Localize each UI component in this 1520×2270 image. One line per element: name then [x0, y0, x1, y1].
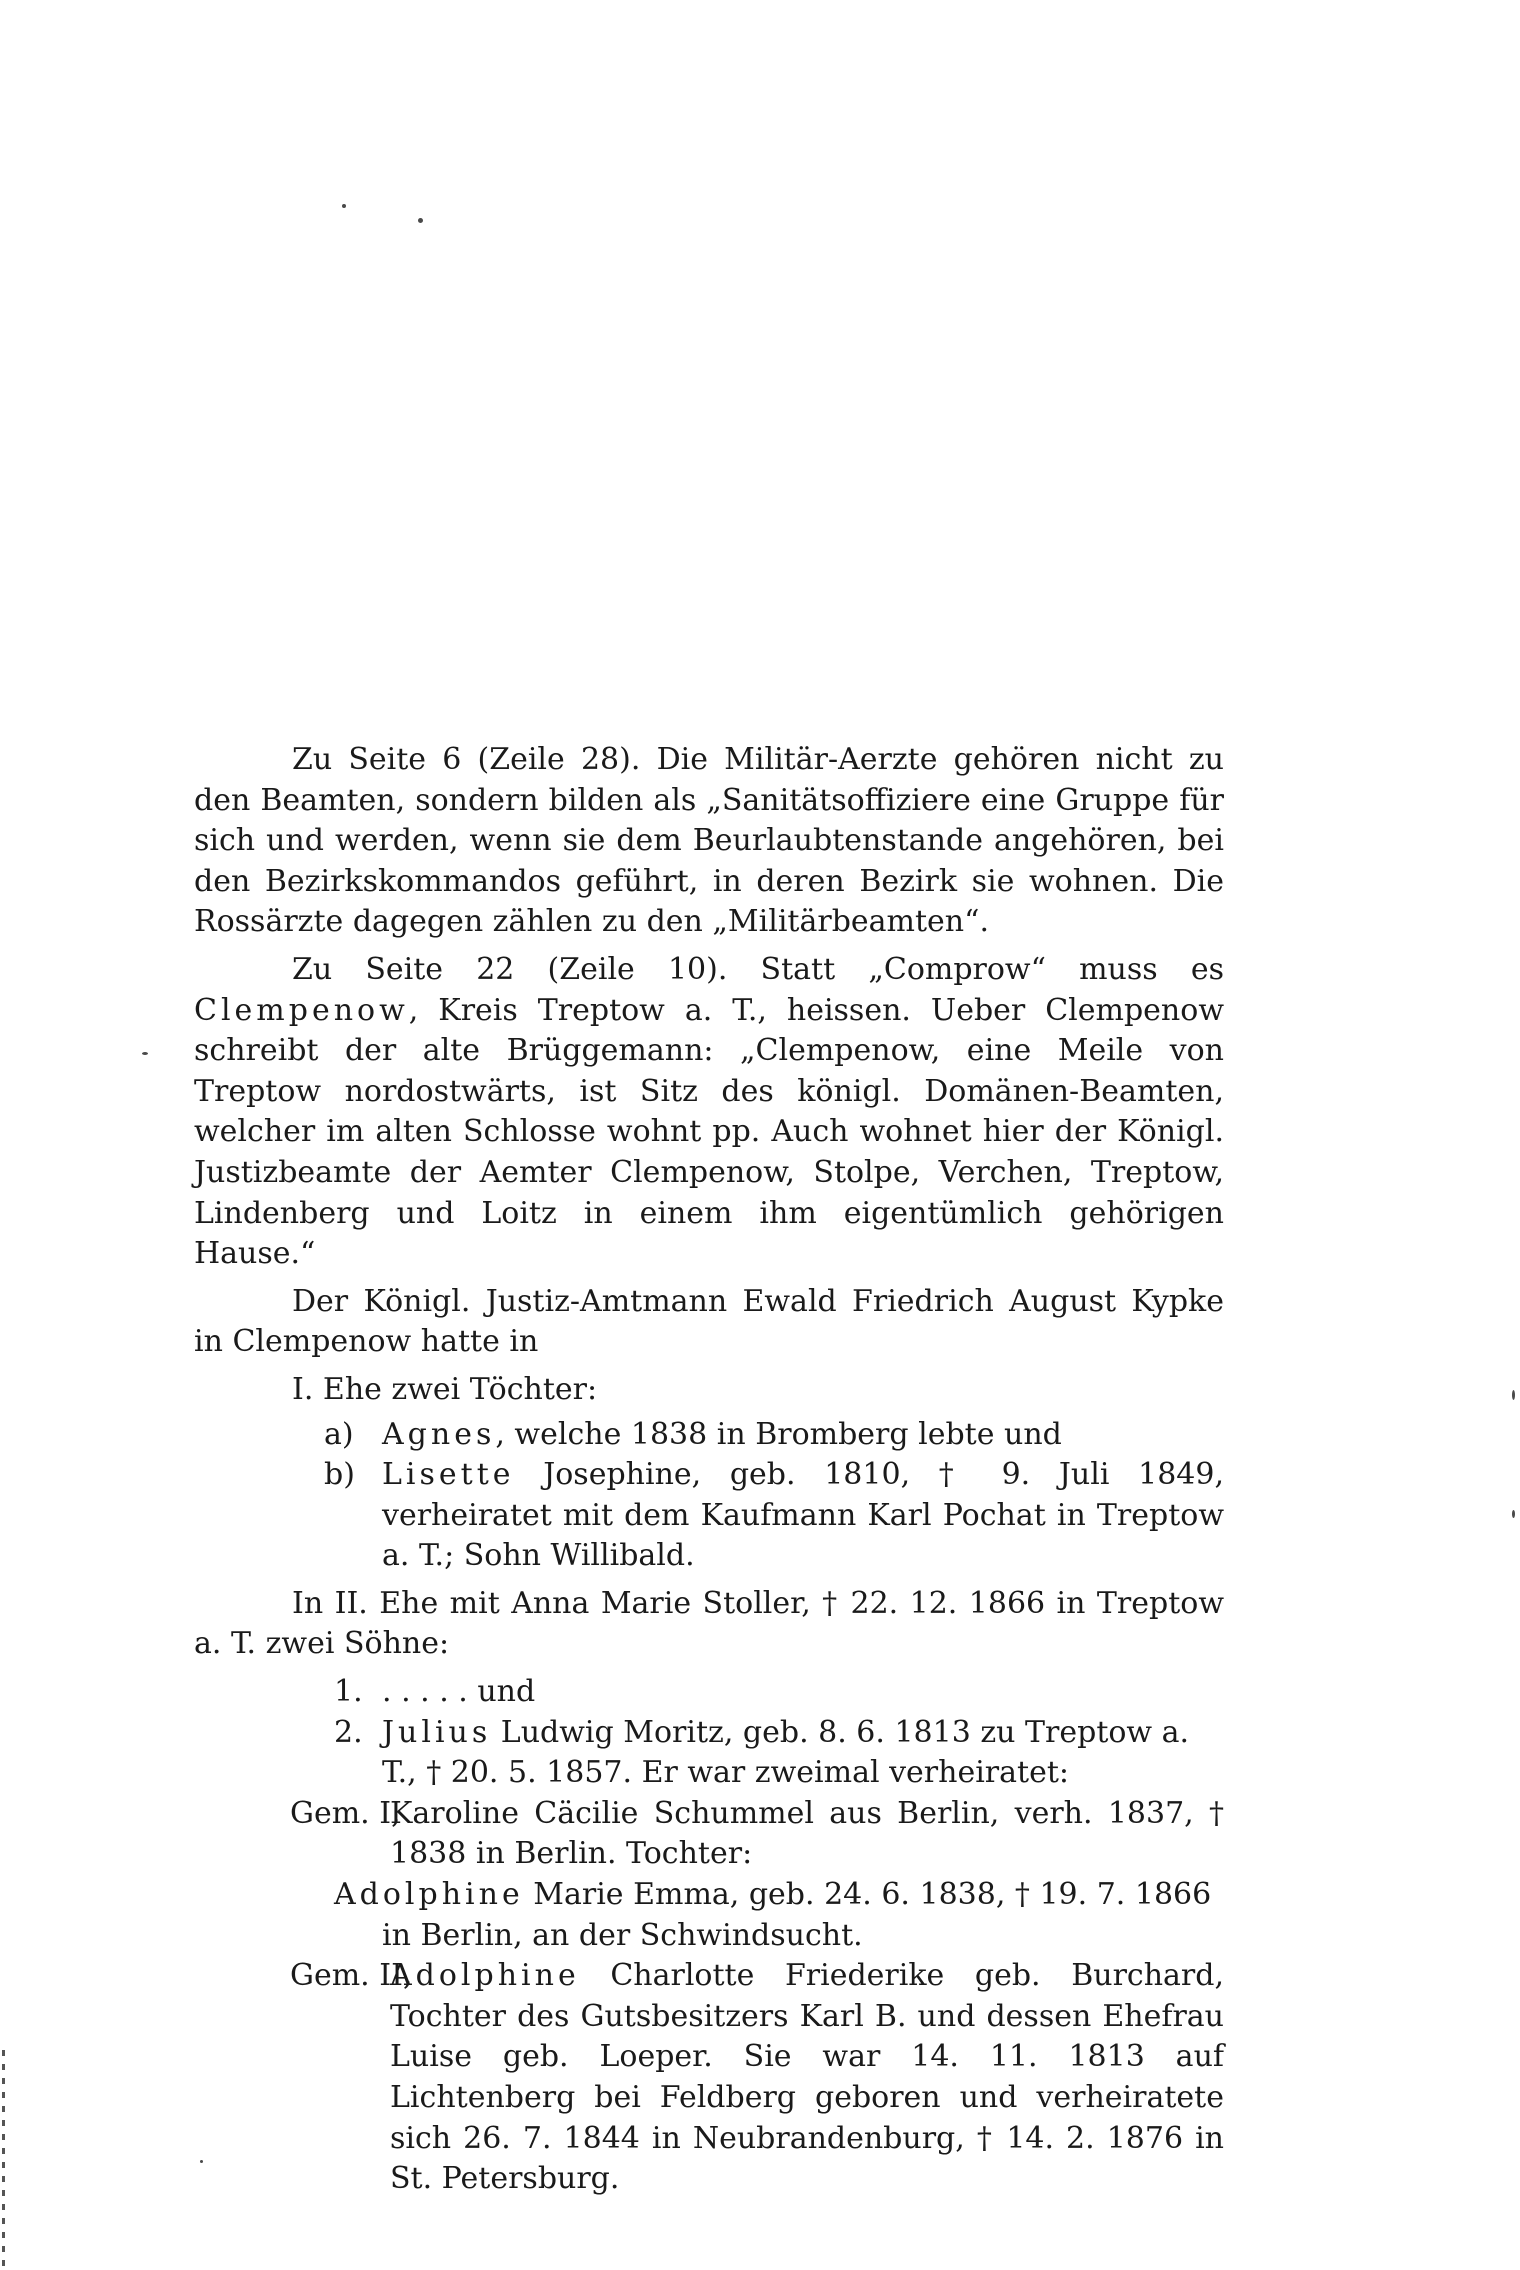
name-clempenow: Clempenow	[194, 992, 409, 1028]
name-lisette: Lisette	[382, 1457, 515, 1493]
agnes-text: , welche 1838 in Bromberg lebte und	[495, 1416, 1062, 1452]
scan-speck	[342, 204, 346, 208]
scan-speck	[142, 1052, 148, 1055]
name-julius: Julius	[382, 1714, 492, 1750]
marriage-text: Karoline Cäcilie Schummel aus Berlin, verh. 1837, † 1838 in Berlin. Tochter:	[390, 1795, 1224, 1872]
paragraph-kypke: Der Königl. Justiz-Amtmann Ewald Friedrich August Kypke in Clempenow hatte in	[194, 1283, 1224, 1360]
paragraph-clempenow	[194, 950, 1224, 1275]
marriage-entry-2	[290, 1956, 1224, 2200]
name-adolphine-wife: Adolphine	[390, 1958, 580, 1994]
marriage-label: Gem. I,	[290, 1795, 401, 1831]
marriage-entry-1	[290, 1794, 1224, 1875]
julius-text: Ludwig Moritz, geb. 8. 6. 1813 zu Treptow a. T., † 20. 5. 1857. Er war zweimal verheiratet:	[382, 1714, 1190, 1791]
list-marker: 1.	[334, 1674, 363, 1710]
list-item-agnes	[324, 1415, 1224, 1456]
list-item-son-1	[334, 1672, 1224, 1713]
list-marker: b)	[324, 1457, 355, 1493]
paragraph-second-marriage: In II. Ehe mit Anna Marie Stoller, † 22. 12. 1866 in Treptow a. T. zwei Söhne:	[194, 1585, 1224, 1662]
list-marker: 2.	[334, 1714, 363, 1750]
list-item-text: . . . . . und	[382, 1674, 536, 1710]
child-entry-adolphine	[334, 1875, 1224, 1956]
list-marker: a)	[324, 1416, 354, 1452]
name-adolphine-child: Adolphine	[334, 1877, 524, 1913]
list-item-julius	[334, 1713, 1224, 1794]
scan-edge-mark	[2, 2050, 5, 2270]
marriage-text	[390, 1956, 1224, 2200]
name-agnes: Agnes	[382, 1416, 496, 1452]
paragraph-clempenow-rest: , Kreis Treptow a. T., heissen. Ueber Clempenow schreibt der alte Brüggemann: „Clempenow, eine Meile von Treptow nordostwärts, ist Sitz des königl. Domänen-Beamten, welcher im alten Schlosse wohnt pp. Auch wohnet hier der Königl. Justizbeamte der Aemter Clempenow, Stolpe, Verchen, Treptow, Lindenberg und Loitz in einem ihm eigentümlich gehörigen Hause.“	[194, 992, 1224, 1272]
child-text: Marie Emma, geb. 24. 6. 1838, † 19. 7. 1866 in Berlin, an der Schwindsucht.	[382, 1877, 1212, 1953]
list-item-text	[382, 1415, 1224, 1456]
first-marriage-heading: I. Ehe zwei Töchter:	[292, 1371, 598, 1407]
scan-speck	[1512, 1390, 1515, 1400]
paragraph-clempenow-start: Zu Seite 22 (Zeile 10). Statt „Comprow“ muss es	[292, 951, 1224, 987]
paragraph-sanitaetsoffiziere: Zu Seite 6 (Zeile 28). Die Militär-Aerzte gehören nicht zu den Beamten, sondern bilden als „Sanitätsoffiziere eine Gruppe für sich und werden, wenn sie dem Beurlaubtenstande angehören, bei den Bezirkskommandos geführt, in deren Bezirk sie wohnen. Die Rossärzte dagegen zählen zu den „Militärbeamten“.	[194, 742, 1224, 940]
list-item-lisette	[324, 1455, 1224, 1577]
lisette-text: Josephine, geb. 1810, † 9. Juli 1849, verheiratet mit dem Kaufmann Karl Pochat in Treptow a. T.; Sohn Willibald.	[382, 1457, 1224, 1574]
marriage-label: Gem. II,	[290, 1958, 413, 1994]
scan-speck	[418, 218, 423, 223]
list-item-text	[382, 1455, 1224, 1577]
scan-speck	[1512, 1510, 1515, 1518]
marriage-2-text: Charlotte Friederike geb. Burchard, Tochter des Gutsbesitzers Karl B. und dessen Ehefrau Luise geb. Loeper. Sie war 14. 11. 1813 auf Lichtenberg bei Feldberg geboren und verheiratete sich 26. 7. 1844 in Neubrandenburg, † 14. 2. 1876 in St. Petersburg.	[390, 1958, 1224, 2197]
list-item-text	[382, 1713, 1224, 1794]
document-body	[194, 740, 1224, 2200]
